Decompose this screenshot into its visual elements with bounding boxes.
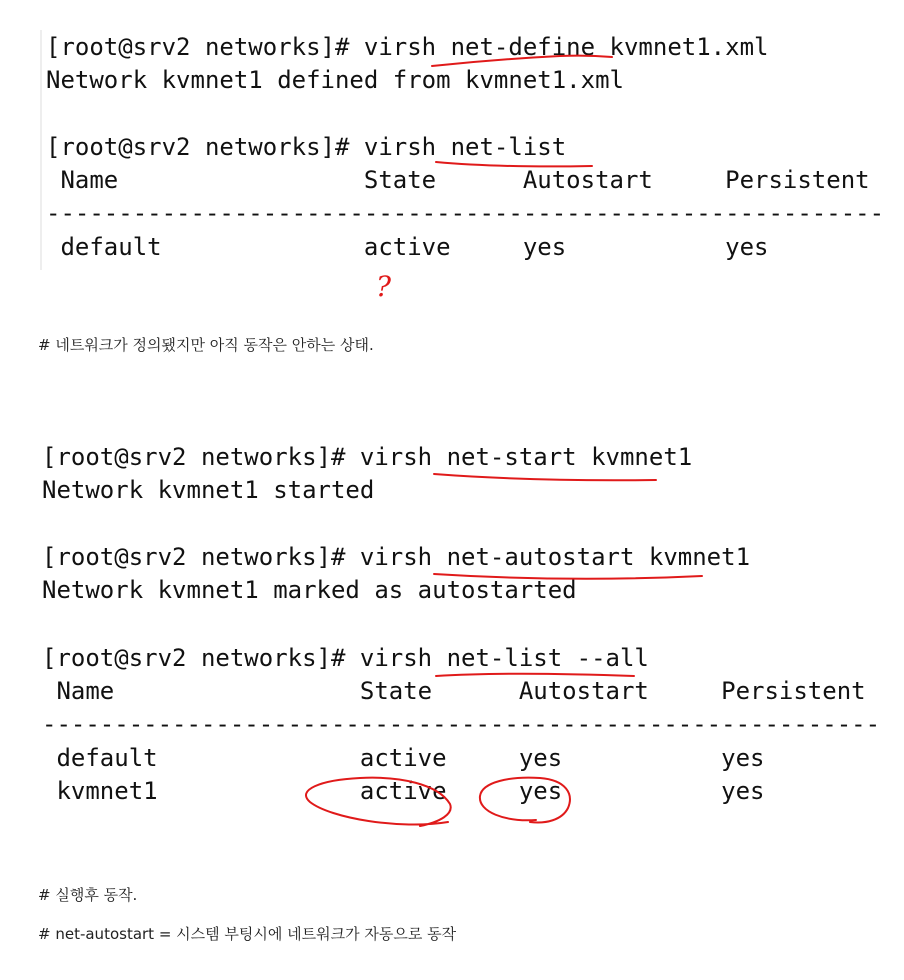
table-row-kvmnet1: kvmnet1 active yes yes — [42, 777, 765, 805]
command-net-start: [root@srv2 networks]# virsh net-start kvmnet1 — [42, 443, 693, 471]
note-defined-not-active: # 네트워크가 정의됐지만 아직 동작은 안하는 상태. — [38, 336, 374, 354]
output-net-start: Network kvmnet1 started — [42, 476, 375, 504]
note-autostart-meaning: # net-autostart = 시스템 부팅시에 네트워크가 자동으로 동작 — [38, 925, 457, 943]
table-header: Name State Autostart Persistent — [42, 677, 866, 705]
table-rule: ---------------------------------------------------------- — [46, 199, 885, 227]
question-mark-annotation: ? — [376, 270, 392, 303]
table-header: Name State Autostart Persistent — [46, 166, 870, 194]
output-net-define: Network kvmnet1 defined from kvmnet1.xml — [46, 66, 624, 94]
note-after-start: # 실행후 동작. — [38, 886, 138, 904]
command-net-define: [root@srv2 networks]# virsh net-define kvmnet1.xml — [46, 33, 769, 61]
table-rule: ---------------------------------------------------------- — [42, 710, 881, 738]
output-net-autostart: Network kvmnet1 marked as autostarted — [42, 576, 577, 604]
command-net-list: [root@srv2 networks]# virsh net-list — [46, 133, 567, 161]
table-row-default: default active yes yes — [42, 744, 765, 772]
terminal-edge — [40, 30, 42, 270]
table-row-default: default active yes yes — [46, 233, 769, 261]
underline-net-start — [434, 474, 656, 480]
command-net-autostart: [root@srv2 networks]# virsh net-autostart kvmnet1 — [42, 543, 751, 571]
command-net-list-all: [root@srv2 networks]# virsh net-list --all — [42, 644, 649, 672]
